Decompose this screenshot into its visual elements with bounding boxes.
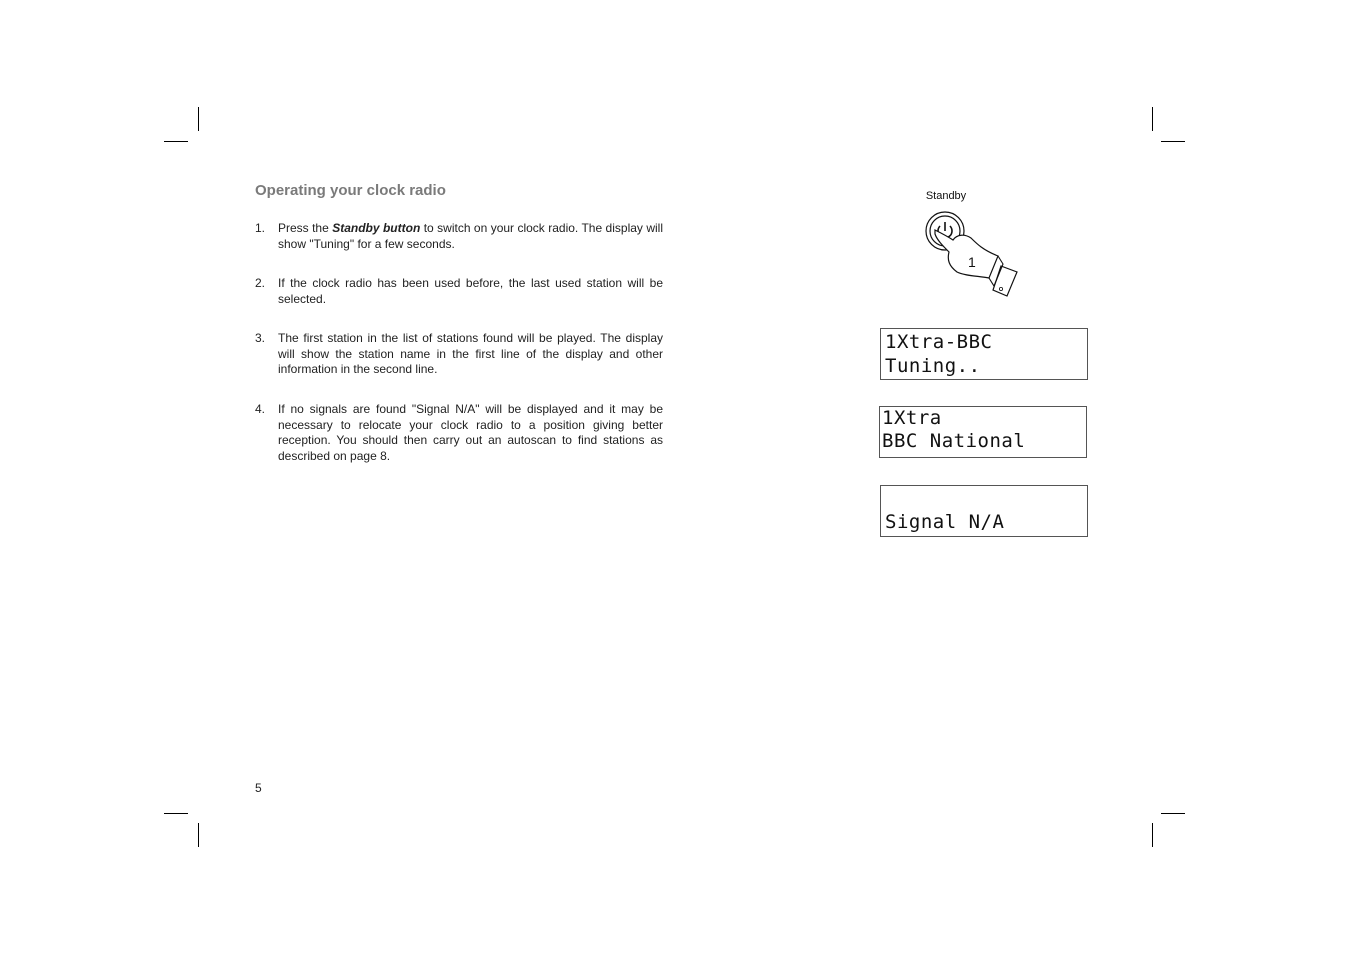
lcd-line-1: 1Xtra — [882, 407, 942, 429]
step-text: Press the Standby button to switch on your clock radio. The display will show "Tuning" for a few seconds. — [278, 221, 663, 251]
standby-label: Standby — [925, 190, 967, 202]
crop-mark — [1152, 107, 1153, 131]
page-number: 5 — [255, 781, 262, 795]
crop-mark — [164, 813, 188, 814]
lcd-line-1: 1Xtra-BBC — [885, 331, 993, 353]
lcd-display-no-signal — [880, 485, 1088, 537]
step-number-label: 1 — [968, 254, 976, 270]
lcd-line-2: Tuning.. — [885, 355, 981, 377]
crop-mark — [1152, 823, 1153, 847]
standby-button-illustration — [905, 190, 1025, 302]
crop-mark — [1161, 141, 1185, 142]
standby-button-reference: Standby button — [332, 221, 421, 235]
standby-button-drawing — [905, 210, 1025, 302]
crop-mark — [1161, 813, 1185, 814]
crop-mark — [164, 141, 188, 142]
lcd-line-2: Signal N/A — [885, 511, 1005, 533]
instruction-step — [255, 331, 663, 378]
lcd-display-station — [879, 406, 1087, 458]
page-title: Operating your clock radio — [255, 182, 446, 199]
step-text: The first station in the list of stations found will be played. The display will show the station name in the first line of the display and other information in the second line. — [278, 331, 663, 376]
lcd-display-tuning — [880, 328, 1088, 380]
step-number: 1. — [255, 221, 266, 235]
step-number: 3. — [255, 331, 266, 345]
step-number: 2. — [255, 276, 266, 290]
crop-mark — [198, 107, 199, 131]
pointing-hand-icon — [935, 230, 1017, 296]
lcd-line-2: BBC National — [882, 430, 1026, 452]
instruction-step — [255, 402, 663, 464]
instruction-step — [255, 276, 663, 307]
crop-mark — [198, 823, 199, 847]
step-text: If the clock radio has been used before, the last used station will be selected. — [278, 276, 663, 306]
step-text: If no signals are found "Signal N/A" will be displayed and it may be necessary to relocate your clock radio to a position giving better reception. You should then carry out an autoscan to find stations as described on page 8. — [278, 402, 663, 463]
instruction-step — [255, 221, 663, 252]
step-number: 4. — [255, 402, 266, 416]
